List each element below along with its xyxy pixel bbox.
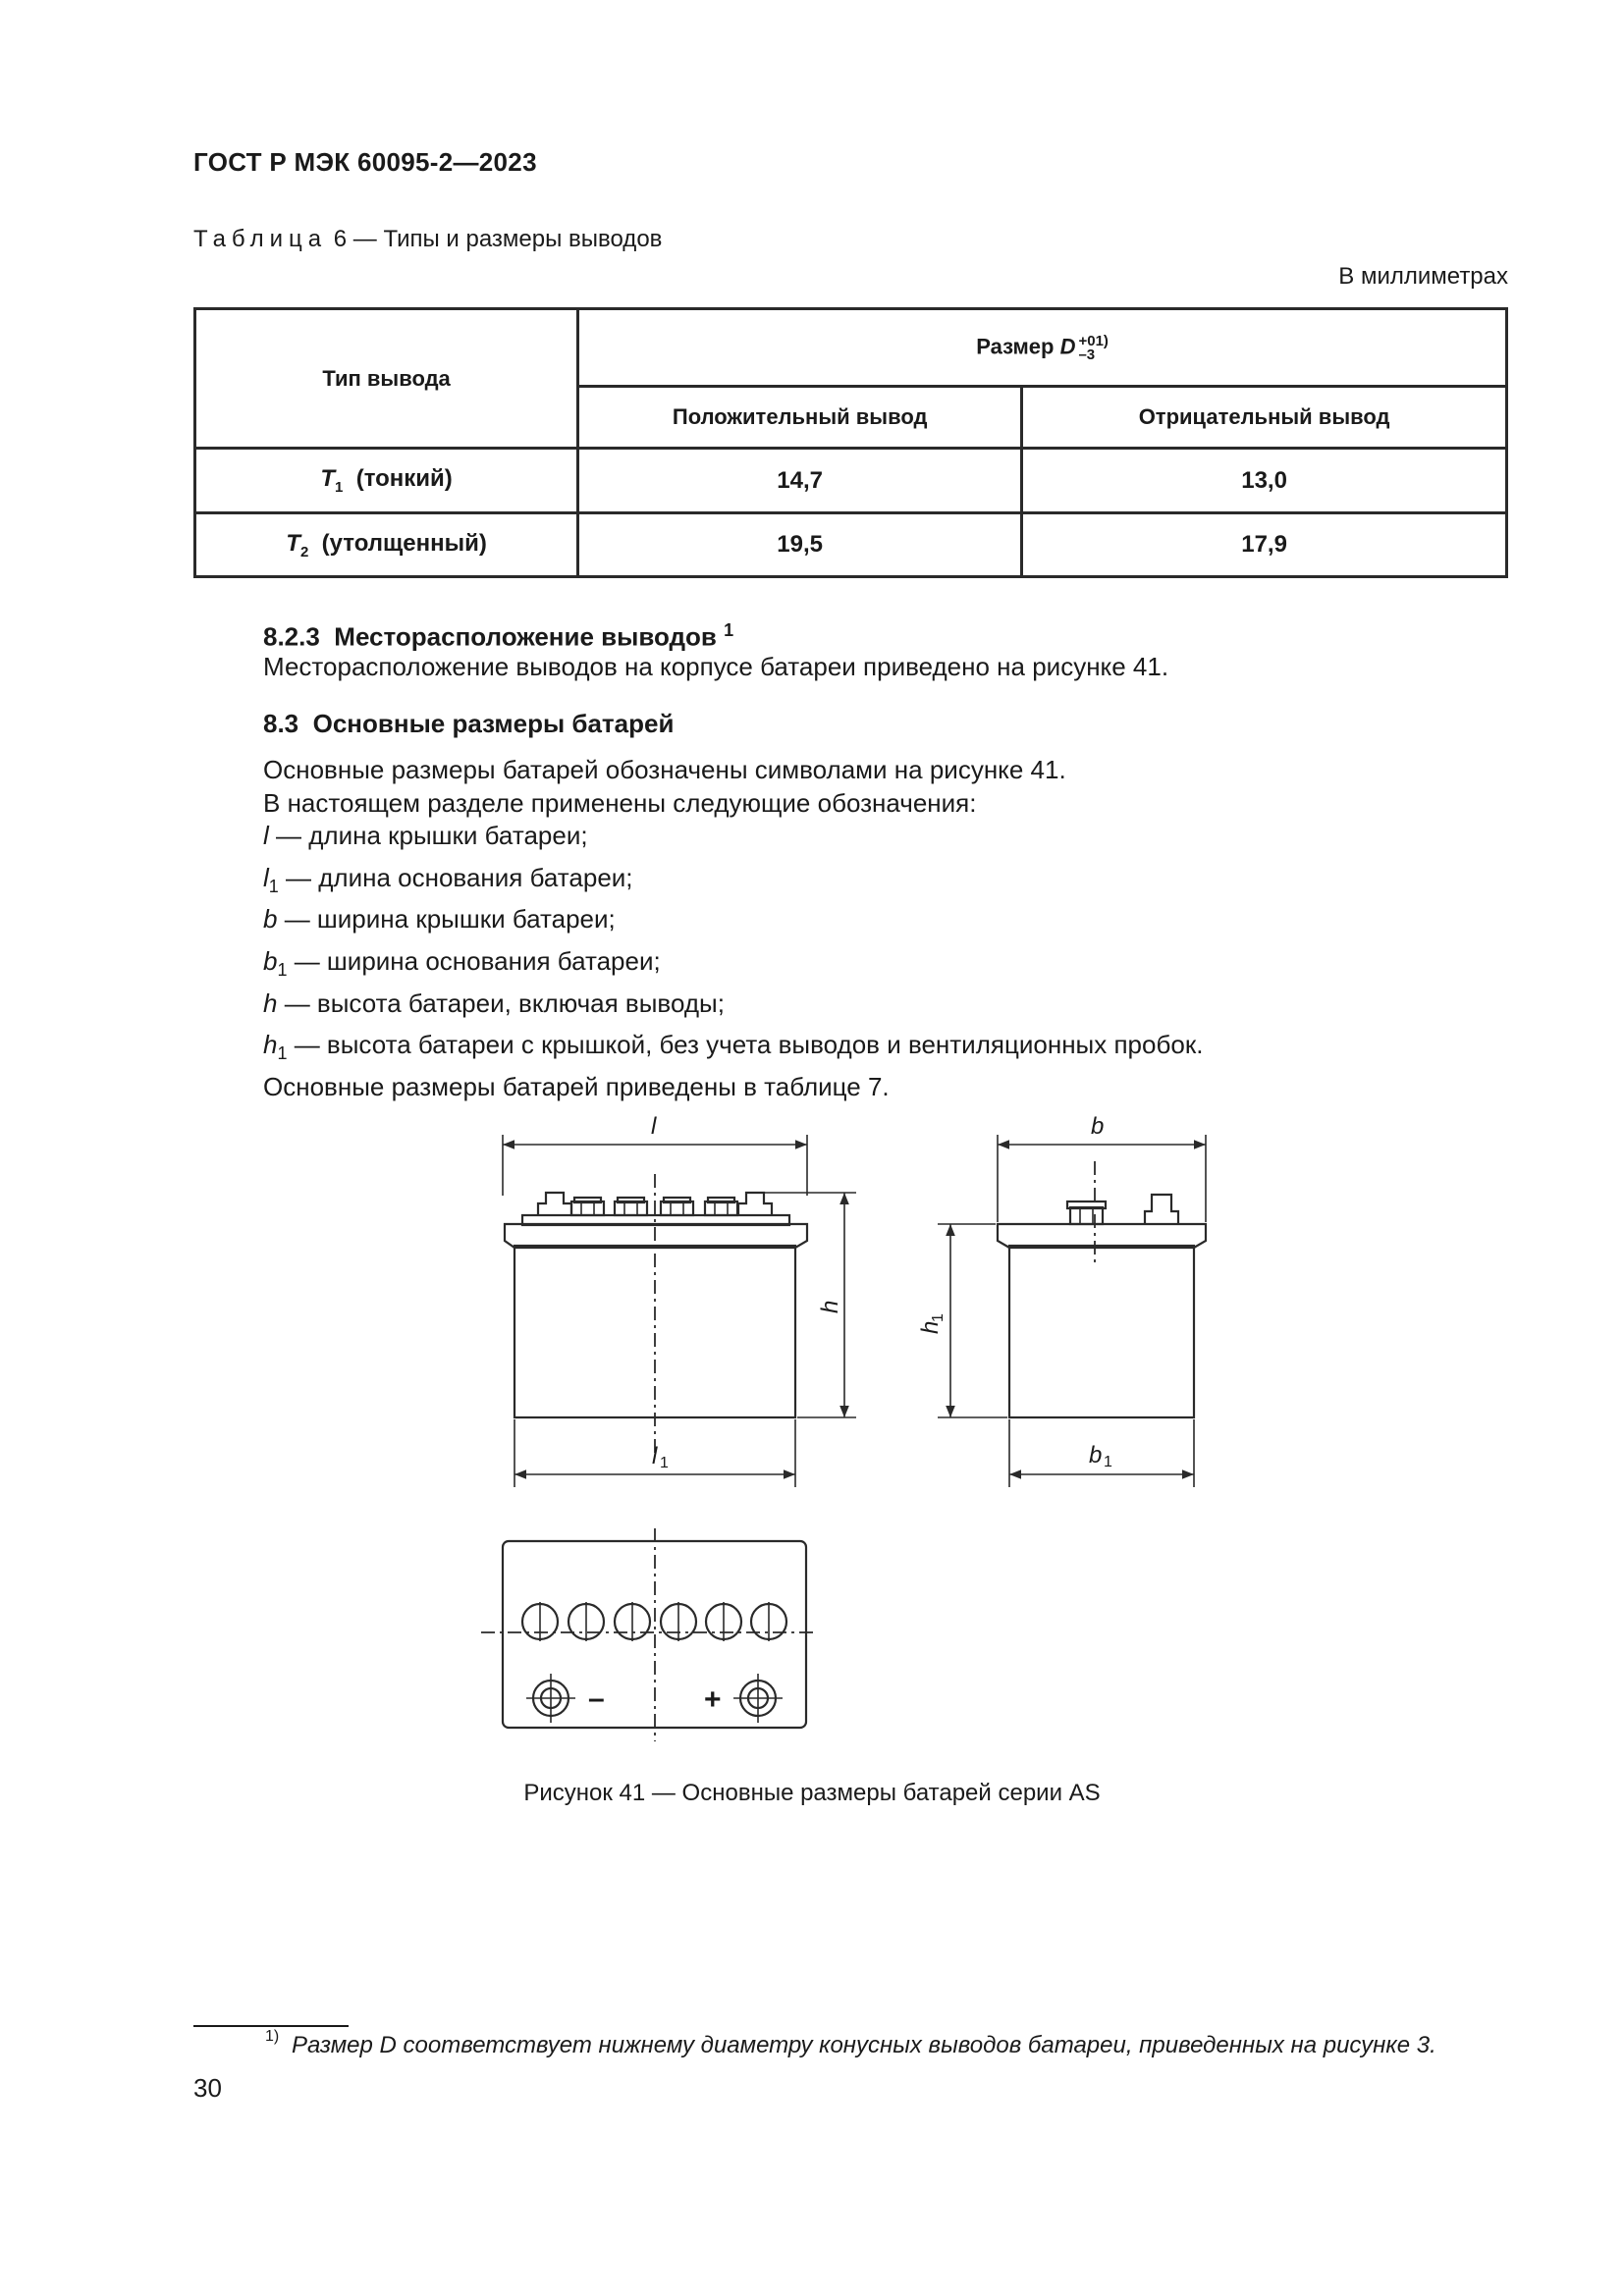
vent-cap [571,1198,604,1215]
vent-cap [705,1198,737,1215]
dim-label-b1-sub: 1 [1104,1454,1112,1470]
paragraph-line: В настоящем разделе применены следующие обозначения: [263,787,977,818]
header-terminal-type: Тип вывода [195,309,578,449]
vent-opening [522,1602,558,1641]
definition-item: $h_1$ — высота батареи с крышкой, без учета выводов и вентиляционных пробок. [263,1030,1204,1064]
section-8-3-heading: 8.3 Основные размеры батарей [263,709,675,738]
dim-label-l1: l [652,1443,658,1469]
definition-item: h — высота батареи, включая выводы; [263,988,725,1018]
footnote-text: Размер D соответствует нижнему диаметру конусных выводов батареи, приведенных на рисунке 3. [292,2032,1436,2058]
row-t2-negative: 17,9 [1022,513,1507,577]
section-8-2-3-text: Месторасположение выводов на корпусе батареи приведено на рисунке 41. [263,652,1169,681]
positive-terminal-symbol [733,1674,783,1723]
paragraph-line: Основные размеры батарей обозначены символами на рисунке 41. [263,755,1066,784]
front-view [503,1113,856,1487]
dim-label-h1: h [917,1320,944,1334]
table-units: В миллиметрах [1338,263,1508,290]
dim-label-b: b [1091,1113,1105,1140]
section-8-2-3-heading: 8.2.3 Месторасположение выводов $^1$ [263,620,734,652]
negative-terminal-symbol [526,1674,575,1723]
paragraph-line: Основные размеры батарей приведены в таблице 7. [263,1072,890,1102]
header-size-d: Размер D +0 –3 $^{1)}$ [578,309,1507,387]
definition-item: b — ширина крышки батареи; [263,904,616,934]
dim-label-b1: b [1089,1442,1103,1468]
row-t1-type: $T_1$ (тонкий) [195,449,578,513]
dim-label-h1-sub: 1 [930,1313,947,1322]
vent-opening [706,1602,741,1641]
vent-opening [568,1602,604,1641]
header-negative-terminal: Отрицательный вывод [1022,387,1507,449]
row-t2-positive: 19,5 [578,513,1022,577]
definition-item: l — длина крышки батареи; [263,821,588,850]
definition-item: $l_1$ — длина основания батареи; [263,862,633,896]
header-positive-terminal: Положительный вывод [578,387,1022,449]
vent-cap [1067,1201,1106,1224]
vent-opening [751,1602,786,1641]
side-view [917,1113,1206,1487]
figure-caption: Рисунок 41 — Основные размеры батарей серии AS [523,1780,1101,1806]
top-view [481,1528,818,1741]
table-caption-text: 6 — Типы и размеры выводов [333,226,663,252]
vent-cap [615,1198,647,1215]
vent-opening [661,1602,696,1641]
dim-label-l1-sub: 1 [660,1455,669,1471]
vent-opening [615,1602,650,1641]
footnote-divider [193,2025,349,2027]
table-caption-word: Таблица [193,226,328,252]
row-t1-negative: 13,0 [1022,449,1507,513]
page-number: 30 [193,2073,222,2103]
document-code: ГОСТ Р МЭК 60095-2—2023 [193,147,537,177]
dim-label-l: l [651,1113,657,1140]
dim-label-h: h [817,1300,843,1313]
plus-sign: + [704,1683,722,1716]
minus-sign: – [588,1682,605,1715]
row-t1-positive: 14,7 [578,449,1022,513]
row-t2-type: $T_2$ (утолщенный) [195,513,578,577]
footnote-mark: 1) [265,2028,280,2045]
definition-item: $b_1$ — ширина основания батареи; [263,946,661,981]
vent-cap [661,1198,693,1215]
